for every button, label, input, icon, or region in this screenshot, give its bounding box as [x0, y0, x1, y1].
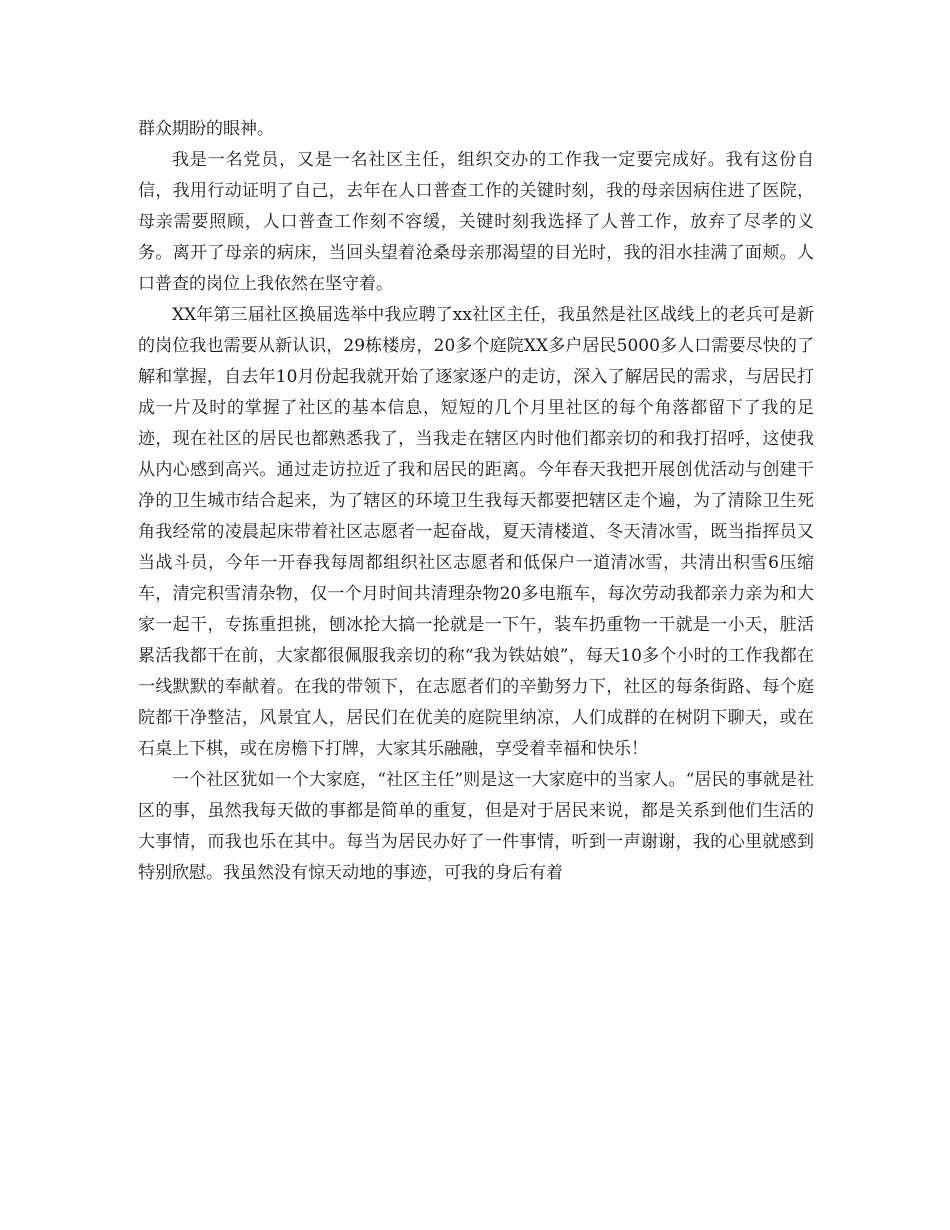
paragraph-3: XX年第三届社区换届选举中我应聘了xx社区主任，我虽然是社区战线上的老兵可是新的岗位我也需要从新认识，29栋楼房，20多个庭院XX多户居民5000多人口需要尽快的了解和掌握，自去年10月份起我就开始了逐家逐户的走访，深入了解居民的需求，与居民打成一片及时的掌握了社区的基本信息，短短的几个月里社区的每个角落都留下了我的足迹，现在社区的居民也都熟悉我了，当我走在辖区内时他们都亲切的和我打招呼，这使我从内心感到高兴。通过走访拉近了我和居民的距离。今年春天我把开展创优活动与创建干净的卫生城市结合起来，为了辖区的环境卫生我每天都要把辖区走个遍，为了清除卫生死角我经常的凌晨起床带着社区志愿者一起奋战，夏天清楼道、冬天清冰雪，既当指挥员又当战斗员，今年一开春我每周都组织社区志愿者和低保户一道清冰雪，共清出积雪6压缩车，清完积雪清杂物，仅一个月时间共清理杂物20多电瓶车，每次劳动我都亲力亲为和大家一起干，专拣重担挑，刨冰抡大搞一抡就是一下午，装车扔重物一干就是一小天，脏活累活我都干在前，大家都很佩服我亲切的称“我为铁姑娘”，每天10多个小时的工作我都在一线默默的奉献着。在我的带领下，在志愿者们的辛勤努力下，社区的每条街路、每个庭院都干净整洁，风景宜人，居民们在优美的庭院里纳凉，人们成群的在树阴下聊天，或在石桌上下棋，或在房檐下打牌，大家其乐融融，享受着幸福和快乐！	[138, 305, 814, 759]
paragraph-4: 一个社区犹如一个大家庭，“社区主任”则是这一大家庭中的当家人。“居民的事就是社区的事，虽然我每天做的事都是简单的重复，但是对于居民来说，都是关系到他们生活的大事情，而我也乐在其中。每当为居民办好了一件事情，听到一声谢谢，我的心里就感到特别欣慰。我虽然没有惊天动地的事迹，可我的身后有着	[138, 770, 814, 883]
paragraph-2: 我是一名党员，又是一名社区主任，组织交办的工作我一定要完成好。我有这份自信，我用行动证明了自己，去年在人口普查工作的关键时刻，我的母亲因病住进了医院，母亲需要照顾，人口普查工作刻不容缓，关键时刻我选择了人普工作，放弃了尽孝的义务。离开了母亲的病床，当回头望着沧桑母亲那渴望的目光时，我的泪水挂满了面颊。人口普查的岗位上我依然在坚守着。	[138, 150, 814, 294]
paragraph-1: 群众期盼的眼神。	[138, 119, 274, 139]
document-body	[138, 114, 814, 889]
